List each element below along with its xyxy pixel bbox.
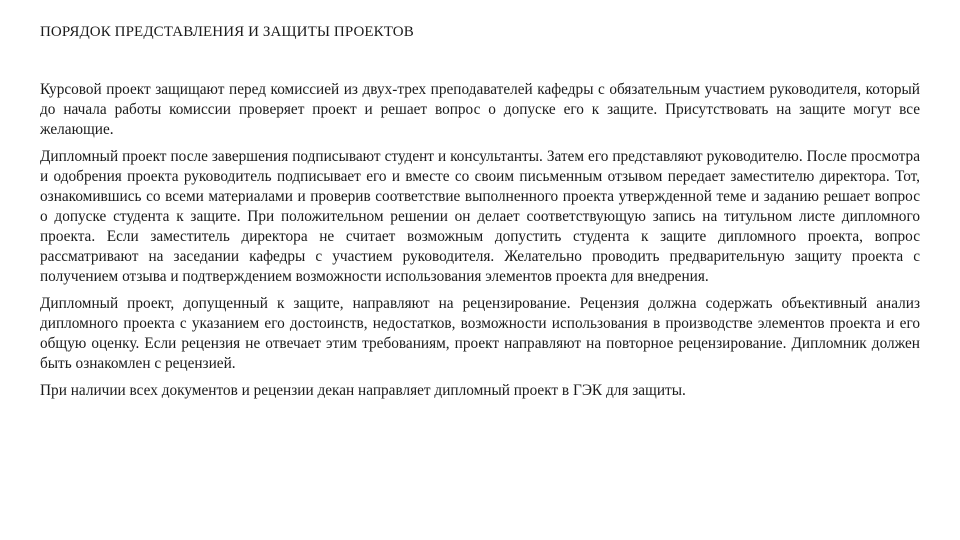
paragraph-coursework-defense: Курсовой проект защищают перед комиссией из двух-трех преподавателей кафедры с обязательным участием руководителя, который до начала работы комиссии проверяет проект и решает вопрос о допуске его к защите. Присутствовать на защите могут все желающие. [40,81,920,138]
paragraph-gek-submission: При наличии всех документов и рецензии декан направляет дипломный проект в ГЭК для защиты. [40,382,686,399]
document-body [40,80,920,408]
paragraph-review: Дипломный проект, допущенный к защите, направляют на рецензирование. Рецензия должна содержать объективный анализ дипломного проекта с указанием его достоинств, недостатков, возможности использования в производстве элементов проекта и его общую оценку. Если рецензия не отвечает этим требованиям, проект направляют на повторное рецензирование. Дипломник должен быть ознакомлен с рецензией. [40,295,920,372]
page-title: ПОРЯДОК ПРЕДСТАВЛЕНИЯ И ЗАЩИТЫ ПРОЕКТОВ [40,24,414,40]
paragraph-diploma-admission: Дипломный проект после завершения подписывают студент и консультанты. Затем его представляют руководителю. После просмотра и одобрения проекта руководитель подписывает его и вместе со своим письменным отзывом передает заместителю директора. Тот, ознакомившись со всеми материалами и проверив соответствие выполненного проекта утвержденной теме и заданию решает вопрос о допуске студента к защите. При положительном решении он делает соответствующую запись на титульном листе дипломного проекта. Если заместитель директора не считает возможным допустить студента к защите дипломного проекта, вопрос рассматривают на заседании кафедры с участием руководителя. Желательно проводить предварительную защиту проекта с получением отзыва и подтверждением возможности использования элементов проекта для внедрения. [40,148,920,285]
